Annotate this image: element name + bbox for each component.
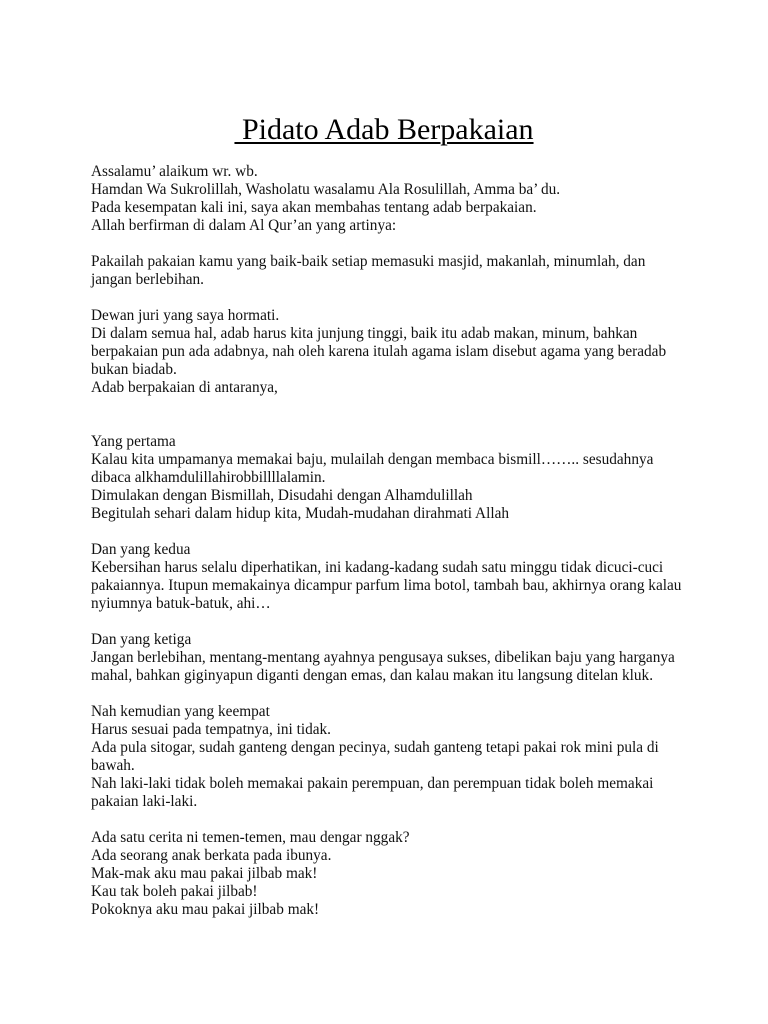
text-line: Begitulah sehari dalam hidup kita, Mudah-mudahan dirahmati Allah <box>91 505 510 522</box>
paragraph-gap <box>91 235 691 253</box>
text-line: Pokoknya aku mau pakai jilbab mak! <box>91 901 320 918</box>
text-line: pakaian laki-laki. <box>91 793 198 810</box>
text-line: Hamdan Wa Sukrolillah, Washolatu wasalamu Ala Rosulillah, Amma ba’ du. <box>91 181 561 198</box>
text-line: Ada satu cerita ni temen-temen, mau dengar nggak? <box>91 829 410 846</box>
text-line: Allah berfirman di dalam Al Qur’an yang artinya: <box>91 217 397 234</box>
text-line: Ada pula sitogar, sudah ganteng dengan pecinya, sudah ganteng tetapi pakai rok mini pula di <box>91 739 659 756</box>
text-line: jangan berlebihan. <box>91 271 204 288</box>
text-line: Dimulakan dengan Bismillah, Disudahi dengan Alhamdulillah <box>91 487 473 504</box>
paragraph-gap <box>91 811 691 829</box>
text-line: Dewan juri yang saya hormati. <box>91 307 280 324</box>
paragraph-gap <box>91 397 691 433</box>
paragraph-opening <box>91 163 691 235</box>
paragraph-first-point <box>91 433 691 523</box>
text-line: Pakailah pakaian kamu yang baik-baik setiap memasuki masjid, makanlah, minumlah, dan <box>91 253 646 270</box>
text-line: Kebersihan harus selalu diperhatikan, ini kadang-kadang sudah satu minggu tidak dicuci-cuci <box>91 559 664 576</box>
text-line: Adab berpakaian di antaranya, <box>91 379 278 396</box>
text-line: bawah. <box>91 757 135 774</box>
document-title-text: Pidato Adab Berpakaian <box>234 113 534 146</box>
text-line: bukan biadab. <box>91 361 177 378</box>
text-line: dibaca alkhamdulillahirobbillllalamin. <box>91 469 326 486</box>
text-line: Mak-mak aku mau pakai jilbab mak! <box>91 865 318 882</box>
text-line: Kau tak boleh pakai jilbab! <box>91 883 258 900</box>
text-line: Ada seorang anak berkata pada ibunya. <box>91 847 332 864</box>
text-line: Dan yang kedua <box>91 541 191 558</box>
text-line: Dan yang ketiga <box>91 631 192 648</box>
text-line: Jangan berlebihan, mentang-mentang ayahnya pengusaya sukses, dibelikan baju yang harganya <box>91 649 675 666</box>
document-body <box>91 163 691 919</box>
paragraph-gap <box>91 523 691 541</box>
paragraph-fourth-point <box>91 703 691 811</box>
text-line: Harus sesuai pada tempatnya, ini tidak. <box>91 721 332 738</box>
paragraph-second-point <box>91 541 691 613</box>
paragraph-gap <box>91 685 691 703</box>
paragraph-gap <box>91 289 691 307</box>
text-line: berpakaian pun ada adabnya, nah oleh karena itulah agama islam disebut agama yang beradab <box>91 343 667 360</box>
text-line: Nah laki-laki tidak boleh memakai pakain perempuan, dan perempuan tidak boleh memakai <box>91 775 654 792</box>
text-line: Kalau kita umpamanya memakai baju, mulailah dengan membaca bismill…….. sesudahnya <box>91 451 654 468</box>
paragraph-story <box>91 829 691 919</box>
text-line: Pada kesempatan kali ini, saya akan membahas tentang adab berpakaian. <box>91 199 537 216</box>
document-title <box>0 110 768 150</box>
text-line: Yang pertama <box>91 433 176 450</box>
paragraph-third-point <box>91 631 691 685</box>
text-line: nyiumnya batuk-batuk, ahi… <box>91 595 271 612</box>
text-line: Di dalam semua hal, adab harus kita junjung tinggi, baik itu adab makan, minum, bahkan <box>91 325 638 342</box>
text-line: mahal, bahkan giginyapun diganti dengan emas, dan kalau makan itu langsung ditelan kluk. <box>91 667 654 684</box>
paragraph-gap <box>91 613 691 631</box>
text-line: pakaiannya. Itupun memakainya dicampur parfum lima botol, tambah bau, akhirnya orang kalau <box>91 577 682 594</box>
text-line: Nah kemudian yang keempat <box>91 703 270 720</box>
text-line: Assalamu’ alaikum wr. wb. <box>91 163 258 180</box>
paragraph-greeting-jury <box>91 307 691 397</box>
paragraph-verse <box>91 253 691 289</box>
